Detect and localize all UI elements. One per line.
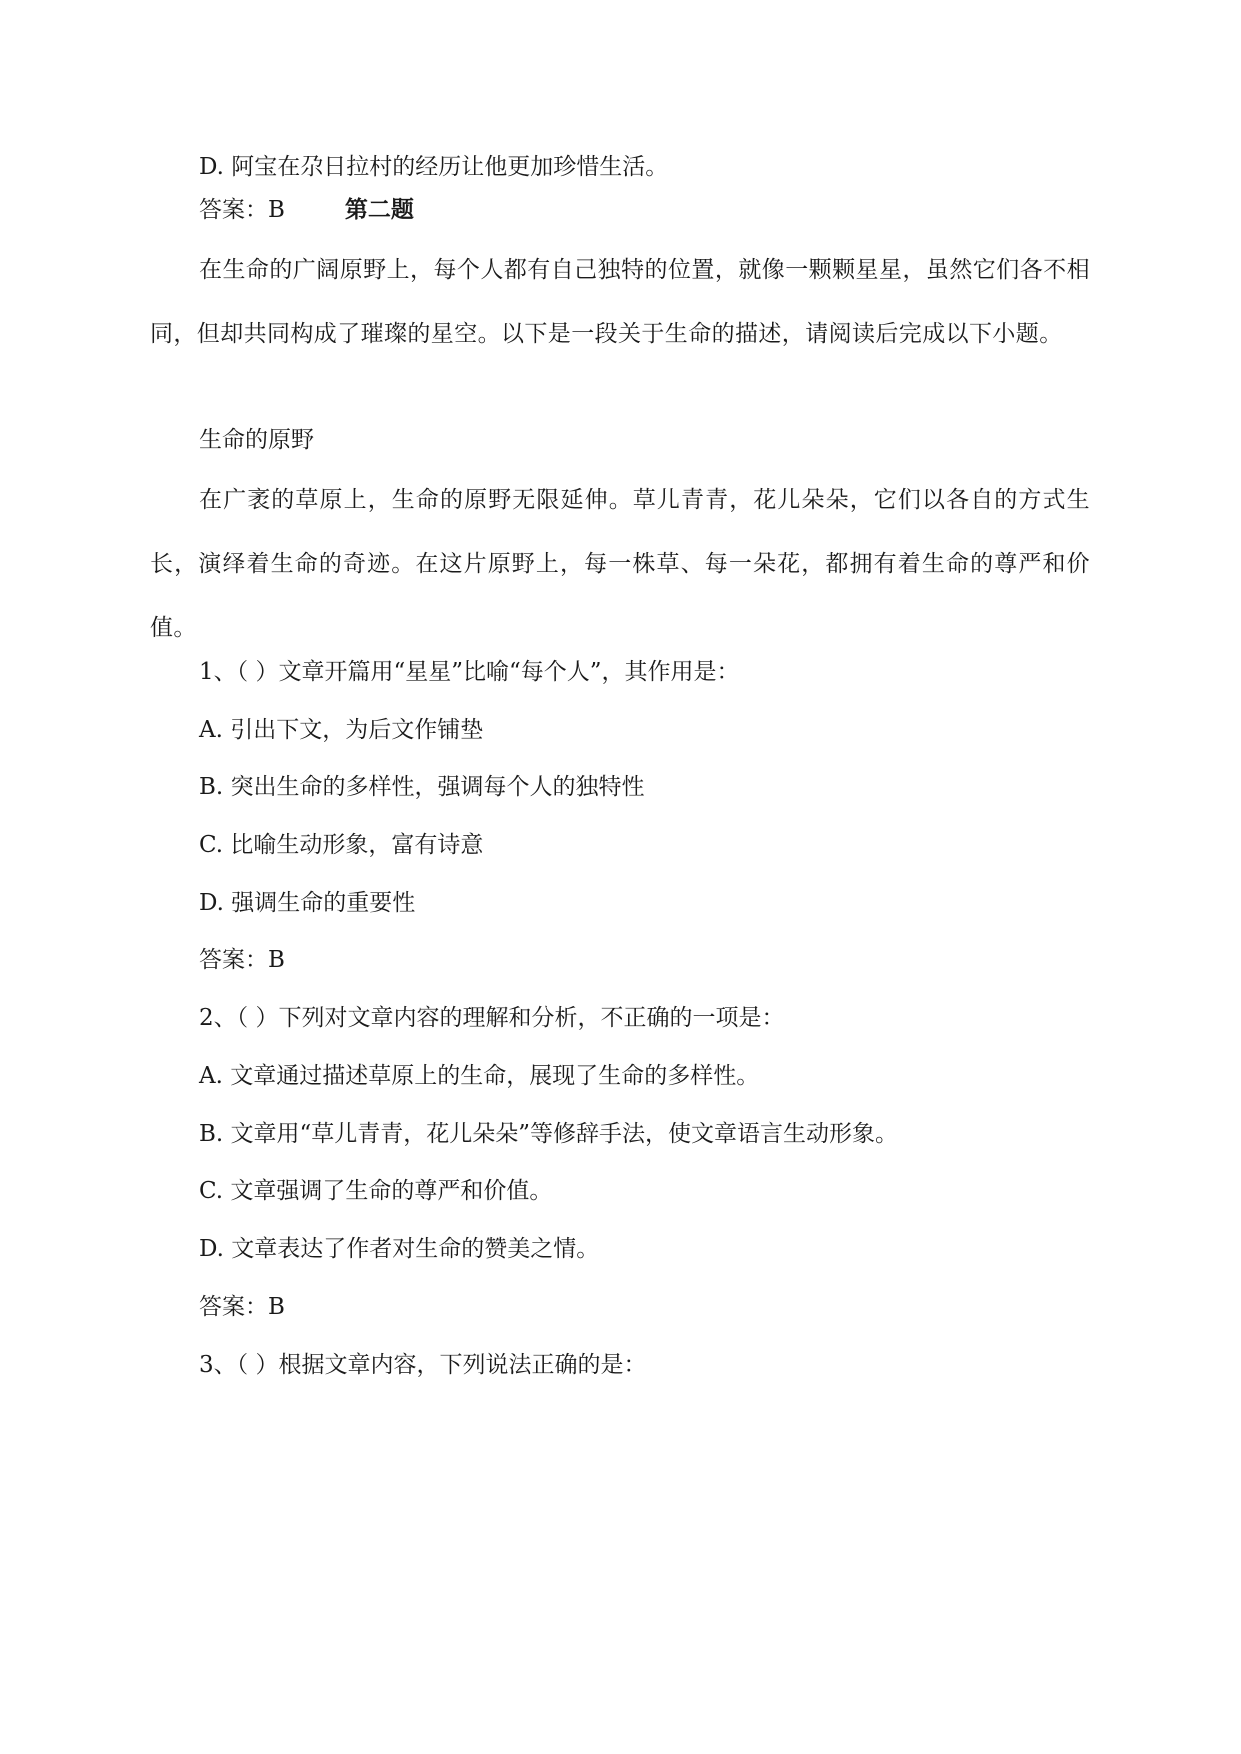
q2-option-d: D. 文章表达了作者对生命的赞美之情。 <box>199 1236 600 1262</box>
q2-option-c: C. 文章强调了生命的尊严和价值。 <box>199 1178 553 1204</box>
q1-option-a: A. 引出下文，为后文作铺垫 <box>199 717 484 743</box>
intro-paragraph: 在生命的广阔原野上，每个人都有自己独特的位置，就像一颗颗星星，虽然它们各不相同，但却共同构成了璀璨的星空。以下是一段关于生命的描述，请阅读后完成以下小题。 <box>150 257 1090 347</box>
section-title: 第二题 <box>344 196 414 223</box>
q2-answer: 答案：B <box>199 1294 285 1320</box>
q2-option-a: A. 文章通过描述草原上的生命，展现了生命的多样性。 <box>199 1063 760 1089</box>
q1-stem: 1、（ ）文章开篇用“星星”比喻“每个人”，其作用是： <box>199 659 740 685</box>
q2-option-b: B. 文章用“草儿青青，花儿朵朵”等修辞手法，使文章语言生动形象。 <box>199 1121 899 1147</box>
q1-option-d: D. 强调生命的重要性 <box>199 890 416 916</box>
q1-answer: 答案：B <box>199 947 285 973</box>
prev-answer: 答案：B <box>199 197 285 223</box>
passage-paragraph: 在广袤的草原上，生命的原野无限延伸。草儿青青，花儿朵朵，它们以各自的方式生长，演绎着生命的奇迹。在这片原野上，每一株草、每一朵花，都拥有着生命的尊严和价值。 <box>150 487 1090 641</box>
prev-option-d: D. 阿宝在尕日拉村的经历让他更加珍惜生活。 <box>199 154 669 180</box>
prev-answer-row <box>199 195 414 225</box>
q3-stem: 3、（ ）根据文章内容，下列说法正确的是： <box>199 1352 647 1378</box>
q2-stem: 2、（ ）下列对文章内容的理解和分析，不正确的一项是： <box>199 1005 785 1031</box>
passage-title: 生命的原野 <box>199 427 314 453</box>
q1-option-c: C. 比喻生动形象，富有诗意 <box>199 832 484 858</box>
q1-option-b: B. 突出生命的多样性，强调每个人的独特性 <box>199 774 645 800</box>
